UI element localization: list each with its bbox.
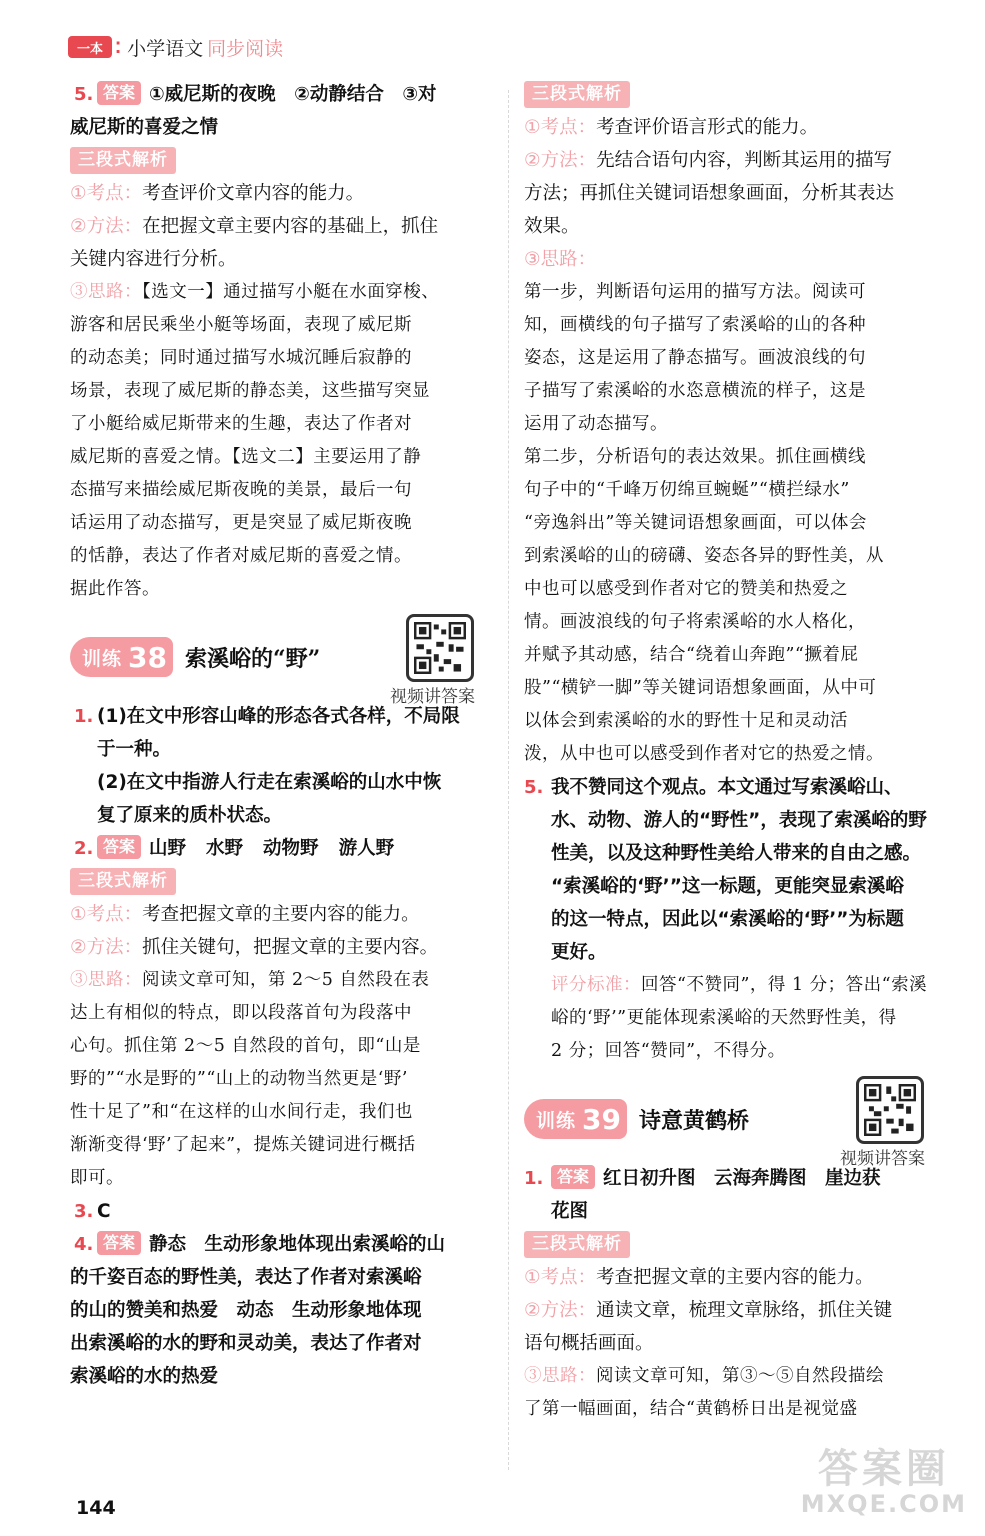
thinking-label: ③思路： — [70, 282, 142, 302]
qr-code-icon[interactable] — [406, 614, 474, 682]
qr-code-icon[interactable] — [856, 1076, 924, 1144]
thinking-text: 子描写了索溪峪的水恣意横流的样子，这是 — [524, 381, 866, 401]
method-text: 先结合语句内容，判断其运用的描写 — [596, 150, 893, 171]
thinking-text: 威尼斯的喜爱之情。【选文二】主要运用了静 — [70, 447, 422, 467]
training-label: 训练 — [82, 647, 123, 670]
thinking-label: ③思路： — [524, 249, 597, 270]
watermark-logo — [801, 1448, 967, 1518]
answer-item-1 — [524, 1162, 946, 1228]
thinking-text: 中也可以感受到作者对它的赞美和热爱之 — [524, 579, 848, 599]
answer-line: (2)在文中指游人行走在索溪峪的山水中恢 — [97, 772, 442, 793]
answer-line: 水、动物、游人的“野性”，表现了索溪峪的野 — [551, 810, 927, 831]
answer-text: 游人野 — [338, 838, 395, 859]
thinking-label: ③思路： — [524, 1366, 596, 1386]
item-number: 5. — [74, 84, 94, 105]
answer-text: 动物野 — [263, 838, 319, 859]
answer-text: ①威尼斯的夜晚 ②动静结合 ③对 — [149, 84, 437, 105]
answer-line — [97, 78, 490, 111]
thinking-text: 姿态，这是运用了静态描写。画波浪线的句 — [524, 348, 866, 368]
method-text: 效果。 — [524, 216, 580, 237]
thinking-text: 阅读文章可知，第③～⑤自然段描绘 — [596, 1366, 884, 1386]
thinking-text: 【选文一】通过描写小艇在水面穿梭、 — [142, 282, 440, 302]
page-number: 144 — [76, 1497, 116, 1519]
header-title: 小学语文 — [127, 37, 204, 60]
answer-line: 于一种。 — [97, 739, 172, 760]
answer-line: 花图 — [551, 1201, 589, 1222]
answer-line: C — [97, 1201, 111, 1222]
analysis-point — [70, 898, 490, 931]
qr-pattern — [864, 1084, 916, 1136]
thinking-text: 游客和居民乘坐小艇等场面，表现了威尼斯 — [70, 315, 412, 335]
method-text: 方法；再抓住关键词语想象画面，分析其表达 — [524, 183, 895, 204]
answer-line: 的山的赞美和热爱 动态 生动形象地体现 — [70, 1300, 422, 1321]
answer-line — [551, 1162, 946, 1195]
method-text: 关键内容进行分析。 — [70, 249, 237, 270]
answer-text: 山野 — [149, 838, 187, 859]
watermark-url: MXQE.COM — [800, 1490, 967, 1518]
watermark-text: 答案圈 — [817, 1446, 950, 1492]
method-text: 通读文章，梳理文章脉络，抓住关键 — [596, 1300, 893, 1321]
thinking-text: 场景，表现了威尼斯的静态美，这些描写突显 — [70, 381, 430, 401]
analysis-point — [524, 111, 946, 144]
method-text: 抓住关键句，把握文章的主要内容。 — [142, 937, 439, 958]
answer-tag: 答案 — [97, 835, 141, 859]
training-header-39 — [524, 1082, 946, 1169]
item-number: 2. — [74, 838, 94, 859]
thinking-text: 股”“横铲一脚”等关键词语想象画面，从中可 — [524, 678, 877, 698]
point-text: 考查把握文章的主要内容的能力。 — [596, 1267, 874, 1288]
analysis-block — [70, 865, 490, 1195]
answer-line — [97, 1228, 490, 1261]
thinking-text: 到索溪峪的山的磅礴、姿态各异的野性美，从 — [524, 546, 884, 566]
answer-line: 我不赞同这个观点。本文通过写索溪峪山、 — [551, 777, 903, 798]
point-text: 考查评价文章内容的能力。 — [142, 183, 365, 204]
analysis-block — [524, 78, 946, 771]
thinking-text: 并赋予其动感，结合“绕着山奔跑”“撅着屁 — [524, 645, 859, 665]
point-label: ①考点： — [70, 904, 143, 925]
answer-line: 复了原来的质朴状态。 — [97, 805, 283, 826]
header-subtitle: 同步阅读 — [207, 37, 284, 60]
answer-line — [97, 832, 490, 865]
thinking-text: 性十足了”和“在这样的山水间行走，我们也 — [70, 1102, 413, 1122]
thinking-text: 知，画横线的句子描写了索溪峪的山的各种 — [524, 315, 866, 335]
thinking-text: 句子中的“千峰万仞绵亘蜿蜒”“横拦绿水” — [524, 480, 850, 500]
analysis-tag: 三段式解析 — [524, 81, 630, 108]
thinking-text: 泼，从中也可以感受到作者对它的热爱之情。 — [524, 744, 884, 764]
logo-badge: 一本 — [68, 36, 112, 58]
column-divider — [508, 90, 509, 1470]
answer-line: 出索溪峪的水的野和灵动美，表达了作者对 — [70, 1333, 422, 1354]
answer-text: 静态 生动形象地体现出索溪峪的山 — [149, 1234, 446, 1255]
training-number: 39 — [582, 1102, 621, 1136]
answer-line: “索溪峪的‘野’”这一标题，更能突显索溪峪 — [551, 876, 904, 897]
answer-item-4 — [70, 1228, 490, 1261]
thinking-label: ③思路： — [70, 970, 142, 990]
thinking-text: 的恬静，表达了作者对威尼斯的喜爱之情。 — [70, 546, 412, 566]
point-label: ①考点： — [524, 117, 597, 138]
item-number: 1. — [74, 706, 94, 727]
answer-tag: 答案 — [551, 1165, 595, 1189]
answer-item-3 — [70, 1195, 490, 1228]
right-column — [524, 78, 946, 1426]
thinking-text: 运用了动态描写。 — [524, 414, 668, 434]
method-label: ②方法： — [524, 1300, 597, 1321]
left-column — [70, 78, 490, 1393]
training-badge — [70, 637, 173, 677]
point-text: 考查把握文章的主要内容的能力。 — [142, 904, 420, 925]
thinking-text: 的动态美；同时通过描写水城沉睡后寂静的 — [70, 348, 412, 368]
thinking-text: “旁逸斜出”等关键词语想象画面，可以体会 — [524, 513, 867, 533]
qr-pattern — [414, 622, 466, 674]
answer-line: 索溪峪的水的热爱 — [70, 1366, 219, 1387]
training-header-38 — [70, 620, 490, 707]
analysis-point — [70, 177, 490, 210]
answer-tag: 答案 — [97, 1231, 141, 1255]
answer-item-5 — [70, 78, 490, 111]
item-number: 4. — [74, 1234, 94, 1255]
training-label: 训练 — [536, 1109, 577, 1132]
analysis-block — [524, 1228, 946, 1426]
item-number: 3. — [74, 1201, 94, 1222]
answer-item-1 — [70, 700, 490, 733]
method-label: ②方法： — [70, 937, 143, 958]
answer-line: 性美，以及这种野性美给人带来的自由之感。 — [551, 843, 922, 864]
item-number: 5. — [524, 777, 544, 798]
score-text: 2 分；回答“赞同”，不得分。 — [551, 1041, 786, 1061]
thinking-text: 心句。抓住第 2～5 自然段的首句，即“山是 — [70, 1036, 421, 1056]
logo-dots: ⁚ — [115, 37, 122, 57]
method-label: ②方法： — [70, 216, 143, 237]
thinking-text: 以体会到索溪峪的水的野性十足和灵动活 — [524, 711, 848, 731]
thinking-text: 话运用了动态描写，更是突显了威尼斯夜晚 — [70, 513, 412, 533]
analysis-thinking — [70, 276, 490, 309]
score-text: 峪的‘野’”更能体现索溪峪的天然野性美，得 — [551, 1008, 897, 1028]
analysis-tag: 三段式解析 — [70, 868, 176, 895]
answer-item-2 — [70, 832, 490, 865]
training-title: 诗意黄鹤桥 — [638, 1107, 749, 1134]
answer-text: 红日初升图 云海奔腾图 崖边获 — [603, 1168, 881, 1189]
qr-caption: 视频讲答案 — [840, 1149, 925, 1169]
thinking-text: 渐渐变得‘野’了起来”，提炼关键词进行概括 — [70, 1135, 416, 1155]
point-label: ①考点： — [524, 1267, 597, 1288]
thinking-text: 野的”“水是野的”“山上的动物当然更是‘野’ — [70, 1069, 408, 1089]
thinking-text: 据此作答。 — [70, 579, 160, 599]
analysis-thinking — [70, 964, 490, 997]
point-text: 考查评价语言形式的能力。 — [596, 117, 819, 138]
thinking-text: 阅读文章可知，第 2～5 自然段在表 — [142, 970, 430, 990]
answer-line: 的这一特点，因此以“索溪峪的‘野’”为标题 — [551, 909, 904, 930]
analysis-method — [70, 210, 490, 243]
training-badge — [524, 1099, 627, 1139]
thinking-text: 了小艇给威尼斯带来的生趣，表达了作者对 — [70, 414, 412, 434]
answer-line: 的千姿百态的野性美，表达了作者对索溪峪 — [70, 1267, 422, 1288]
analysis-method — [524, 1294, 946, 1327]
method-label: ②方法： — [524, 150, 597, 171]
training-number: 38 — [128, 640, 167, 674]
answer-line: (1)在文中形容山峰的形态各式各样，不局限 — [97, 706, 460, 727]
score-label: 评分标准： — [551, 975, 641, 995]
thinking-text: 第一步，判断语句运用的描写方法。阅读可 — [524, 282, 866, 302]
analysis-block — [70, 144, 490, 606]
analysis-tag: 三段式解析 — [524, 1231, 630, 1258]
training-title: 索溪峪的“野” — [184, 645, 321, 672]
analysis-thinking — [524, 1360, 946, 1393]
item-number: 1. — [524, 1168, 544, 1189]
analysis-tag: 三段式解析 — [70, 147, 176, 174]
answer-line: 更好。 — [551, 942, 607, 963]
thinking-text: 态描写来描绘威尼斯夜晚的美景，最后一句 — [70, 480, 412, 500]
score-text: 回答“不赞同”，得 1 分；答出“索溪 — [641, 975, 928, 995]
thinking-text: 达上有相似的特点，即以段落首句为段落中 — [70, 1003, 412, 1023]
analysis-point — [524, 1261, 946, 1294]
analysis-thinking — [524, 243, 946, 276]
answer-text: 水野 — [206, 838, 244, 859]
page-header — [68, 30, 283, 64]
thinking-text: 情。画波浪线的句子将索溪峪的水人格化， — [524, 612, 866, 632]
thinking-text: 第二步，分析语句的表达效果。抓住画横线 — [524, 447, 866, 467]
answer-item-5 — [524, 771, 946, 1068]
answer-tag: 答案 — [97, 81, 141, 105]
method-text: 在把握文章主要内容的基础上，抓住 — [142, 216, 439, 237]
thinking-text: 即可。 — [70, 1168, 124, 1188]
qr-caption: 视频讲答案 — [390, 687, 475, 707]
answer-line: 威尼斯的喜爱之情 — [70, 117, 219, 138]
analysis-method — [70, 931, 490, 964]
score-criteria — [551, 969, 946, 1002]
method-text: 语句概括画面。 — [524, 1333, 654, 1354]
thinking-text: 了第一幅画面，结合“黄鹤桥日出是视觉盛 — [524, 1399, 858, 1419]
point-label: ①考点： — [70, 183, 143, 204]
analysis-method — [524, 144, 946, 177]
